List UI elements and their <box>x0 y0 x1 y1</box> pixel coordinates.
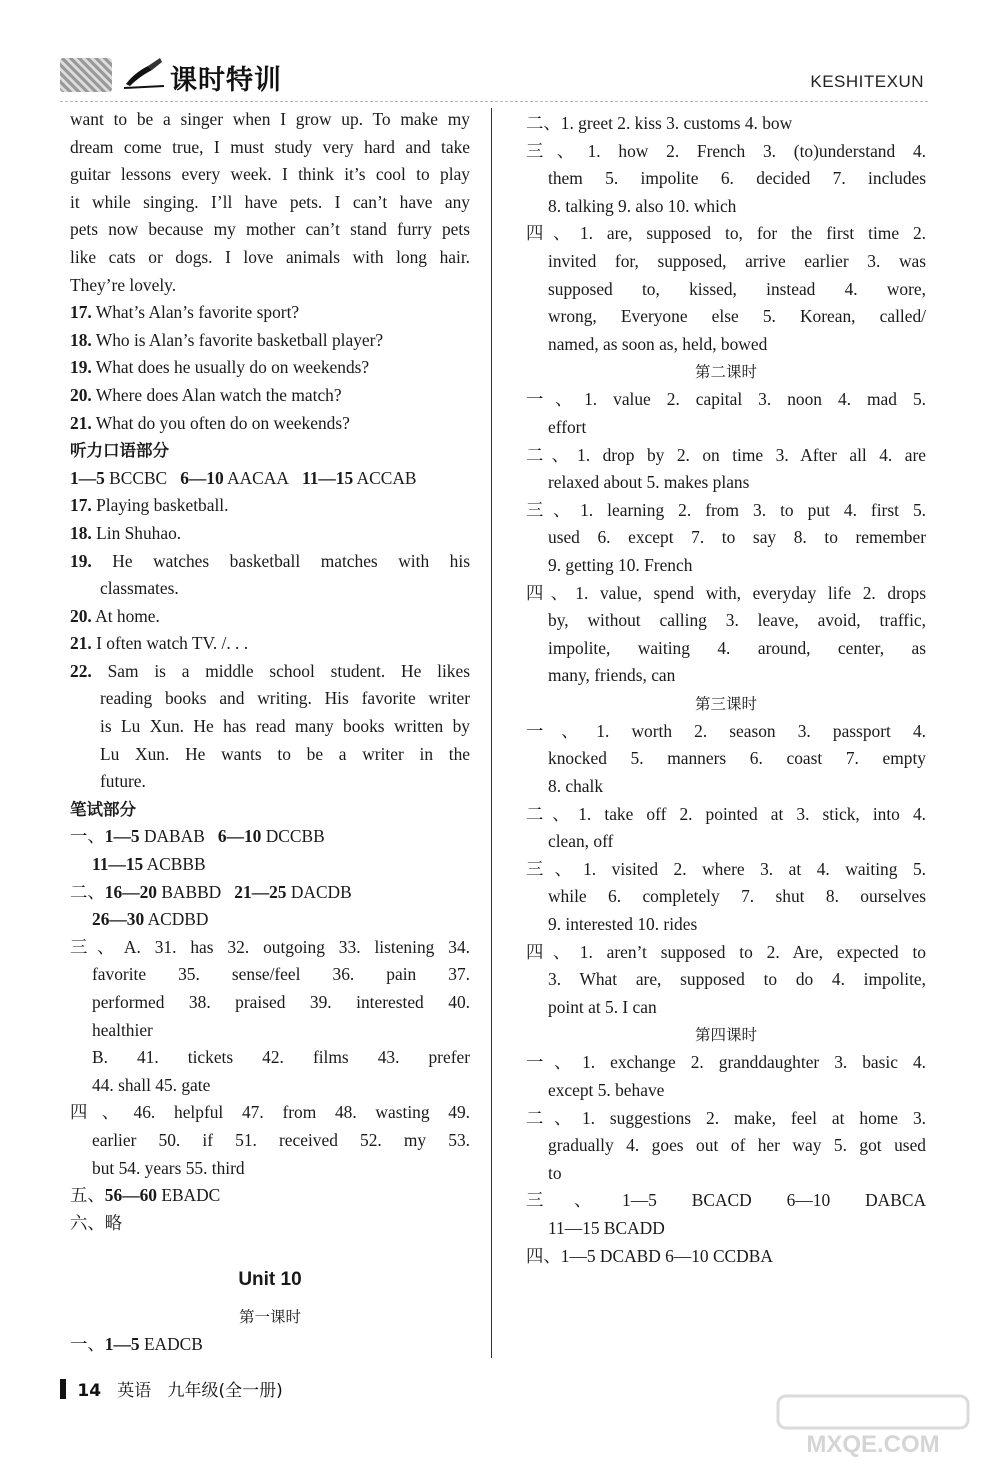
question-item <box>70 382 470 410</box>
question-number: 19. <box>70 357 92 378</box>
written-section-3-line: 44. shall 45. gate <box>92 1074 211 1095</box>
answer-line: impolite, waiting 4. around, center, as <box>548 637 926 658</box>
answer-number: 21. <box>70 633 92 654</box>
right-column <box>526 110 926 1270</box>
lesson-heading-2: 第二课时 <box>694 363 757 382</box>
answer-line: 三、1. learning 2. from 3. to put 4. first 5. <box>526 499 926 520</box>
passage-line: They’re lovely. <box>70 274 177 295</box>
question-list <box>70 299 470 437</box>
answer-line: clean, off <box>548 831 614 852</box>
question-item <box>70 327 470 355</box>
written-section-3-line: 三、A. 31. has 32. outgoing 33. listening 34. <box>70 936 470 957</box>
written-section-4 <box>70 1099 470 1182</box>
written-section-3 <box>70 934 470 1100</box>
answer-line: gradually 4. goes out of her way 5. got used <box>548 1135 926 1156</box>
question-text: What do you often do on weekends? <box>95 412 350 433</box>
section-heading-listening: 听力口语部分 <box>70 441 169 461</box>
answer-line: 一、1. worth 2. season 3. passport 4. <box>526 720 926 741</box>
answer-line: except 5. behave <box>548 1080 665 1100</box>
listening-answer-line <box>70 548 470 576</box>
answer-line: 四、1. are, supposed to, for the first time 2. <box>526 223 926 244</box>
passage-line: pets now because my mother can’t stand furry pets <box>70 219 470 240</box>
header-rule <box>60 101 928 102</box>
answer-line: supposed to, kissed, instead 4. wore, <box>548 278 926 299</box>
written-section-1: 一、1—5 DABAB 6—10 DCCBB <box>70 826 325 847</box>
question-text: What does he usually do on weekends? <box>95 357 370 378</box>
brand-subtitle: KESHITEXUN <box>810 72 924 91</box>
question-item <box>70 354 470 382</box>
answer-line: knocked 5. manners 6. coast 7. empty <box>548 748 926 769</box>
lesson-heading-3: 第三课时 <box>694 694 757 713</box>
watermark-text: MXQE.COM <box>806 1431 940 1458</box>
answer-line: 三、1. how 2. French 3. (to)understand 4. <box>526 140 926 161</box>
answer-text: Sam is a middle school student. He likes <box>107 660 470 681</box>
answer-line: 四、1. aren’t supposed to 2. Are, expected to <box>526 941 926 962</box>
answer-line: 三、1—5 BCACD 6—10 DABCA <box>526 1190 926 1211</box>
listening-answer-line <box>70 658 470 686</box>
answer-line: used 6. except 7. to say 8. to remember <box>548 527 926 548</box>
question-text: Where does Alan watch the match? <box>95 384 342 405</box>
answer-text: classmates. <box>100 578 179 599</box>
answer-line: 8. chalk <box>548 776 604 797</box>
answer-line: 9. getting 10. French <box>548 554 693 575</box>
written-section-3-line: B. 41. tickets 42. films 43. prefer <box>92 1047 470 1068</box>
answer-line: wrong, Everyone else 5. Korean, called/ <box>548 306 926 327</box>
answer-line: 三、1. visited 2. where 3. at 4. waiting 5. <box>526 858 926 879</box>
question-number: 17. <box>70 302 92 323</box>
written-section-5: 五、56—60 EBADC <box>70 1185 221 1206</box>
answer-number: 22. <box>70 660 92 681</box>
question-number: 20. <box>70 384 92 405</box>
written-section-3-line: favorite 35. sense/feel 36. pain 37. <box>92 964 470 985</box>
listening-answer-line <box>70 741 470 769</box>
written-section-1-cont: 11—15 ACBBB <box>92 854 206 875</box>
answer-line: 11—15 BCADD <box>548 1217 665 1238</box>
answer-text: Lu Xun. He wants to be a writer in the <box>100 743 470 764</box>
answer-line: 一、1. value 2. capital 3. noon 4. mad 5. <box>526 389 926 410</box>
page-header <box>0 0 1000 100</box>
answer-text: future. <box>100 771 146 792</box>
answer-line: 3. What are, supposed to do 4. impolite, <box>548 969 926 990</box>
listening-answer-line <box>70 768 470 796</box>
answer-line: 四、1. value, spend with, everyday life 2. drops <box>526 582 926 603</box>
answer-line: 四、1—5 DCABD 6—10 CCDBA <box>526 1245 773 1266</box>
answer-line: many, friends, can <box>548 665 676 686</box>
lesson-heading-4: 第四课时 <box>694 1026 757 1045</box>
passage-line: it while singing. I’ll have pets. I can’t have any <box>70 191 470 212</box>
answer-number: 19. <box>70 550 92 571</box>
answer-line: 9. interested 10. rides <box>548 914 698 935</box>
listening-answer-line <box>70 603 470 631</box>
written-section-3-line: performed 38. praised 39. interested 40. <box>92 992 470 1012</box>
answer-line: 一、1. exchange 2. granddaughter 3. basic 4. <box>526 1052 926 1073</box>
answer-text: is Lu Xun. He has read many books written by <box>100 716 470 737</box>
answer-text: I often watch TV. /. . . <box>96 633 249 654</box>
answer-number: 20. <box>70 605 92 626</box>
answer-text: Lin Shuhao. <box>96 522 182 543</box>
answer-text: At home. <box>95 605 160 626</box>
written-section-2-cont: 26—30 ACDBD <box>92 909 209 930</box>
listening-answer-list <box>70 492 470 796</box>
page-number: 14 <box>77 1381 102 1401</box>
written-section-4-line: 四、46. helpful 47. from 48. wasting 49. <box>70 1102 470 1123</box>
footer-bar <box>60 1379 66 1399</box>
answer-line: 二、1. drop by 2. on time 3. After all 4. are <box>526 444 926 465</box>
listening-answer-line <box>70 575 470 603</box>
answer-text: reading books and writing. His favorite writer <box>100 688 470 709</box>
left-column <box>70 106 470 1359</box>
column-divider <box>491 108 492 1358</box>
answer-line: named, as soon as, held, bowed <box>548 333 768 354</box>
listening-answer-line <box>70 630 470 658</box>
unit-title: Unit 10 <box>238 1269 302 1291</box>
written-section-2: 二、16—20 BABBD 21—25 DACDB <box>70 881 352 902</box>
answer-line: while 6. completely 7. shut 8. ourselves <box>548 886 926 907</box>
passage <box>70 106 470 299</box>
lesson-heading-1: 第一课时 <box>238 1308 301 1327</box>
passage-line: like cats or dogs. I love animals with long hair. <box>70 246 470 267</box>
brand-title: 课时特训 <box>170 65 282 96</box>
answer-line: to <box>548 1162 562 1183</box>
listening-answer-line <box>70 520 470 548</box>
answer-line: relaxed about 5. makes plans <box>548 472 750 493</box>
listening-answer-line <box>70 492 470 520</box>
question-number: 21. <box>70 412 92 433</box>
lesson1-section-1: 一、1—5 EADCB <box>70 1334 203 1355</box>
watermark-logo <box>758 1394 988 1464</box>
question-text: What’s Alan’s favorite sport? <box>95 302 300 323</box>
answer-line: point at 5. I can <box>548 996 657 1017</box>
passage-line: dream come true, I must study very hard and take <box>70 136 470 157</box>
footer-subject: 英语 <box>117 1381 152 1401</box>
written-section-4-line: but 54. years 55. third <box>92 1157 245 1178</box>
written-section-4-line: earlier 50. if 51. received 52. my 53. <box>92 1129 470 1150</box>
passage-line: guitar lessons every week. I think it’s cool to play <box>70 164 470 185</box>
answer-line: them 5. impolite 6. decided 7. includes <box>548 168 926 189</box>
answer-line: by, without calling 3. leave, avoid, traffic, <box>548 610 926 631</box>
listening-answer-line <box>70 713 470 741</box>
lesson2-answers <box>526 386 926 690</box>
question-item <box>70 299 470 327</box>
answer-line: effort <box>548 416 587 437</box>
answer-line: 二、1. take off 2. pointed at 3. stick, into 4. <box>526 803 926 824</box>
written-section-3-line: healthier <box>92 1019 153 1040</box>
answer-number: 17. <box>70 495 92 516</box>
footer-grade: 九年级(全一册) <box>167 1381 283 1401</box>
listening-mc-answers: 1—5 BCCBC 6—10 AACAA 11—15 ACCAB <box>70 467 417 488</box>
question-number: 18. <box>70 329 92 350</box>
passage-line: want to be a singer when I grow up. To make my <box>70 109 470 129</box>
listening-answer-line <box>70 685 470 713</box>
pen-icon <box>122 56 166 90</box>
page-footer <box>60 1376 283 1401</box>
section-heading-written: 笔试部分 <box>70 799 136 819</box>
answer-line: invited for, supposed, arrive earlier 3. was <box>548 250 926 271</box>
logo-image <box>60 58 112 92</box>
answer-line: 8. talking 9. also 10. which <box>548 195 737 216</box>
lesson4-answers <box>526 1049 926 1270</box>
question-text: Who is Alan’s favorite basketball player? <box>95 329 384 350</box>
lesson1-answers <box>526 110 926 358</box>
answer-text: He watches basketball matches with his <box>112 550 470 571</box>
answer-text: Playing basketball. <box>96 495 229 516</box>
answer-line: 二、1. suggestions 2. make, feel at home 3. <box>526 1107 926 1128</box>
question-item <box>70 410 470 438</box>
written-section-6: 六、略 <box>70 1212 123 1233</box>
answer-line: 二、1. greet 2. kiss 3. customs 4. bow <box>526 113 793 133</box>
lesson3-answers <box>526 718 926 1022</box>
answer-number: 18. <box>70 522 92 543</box>
